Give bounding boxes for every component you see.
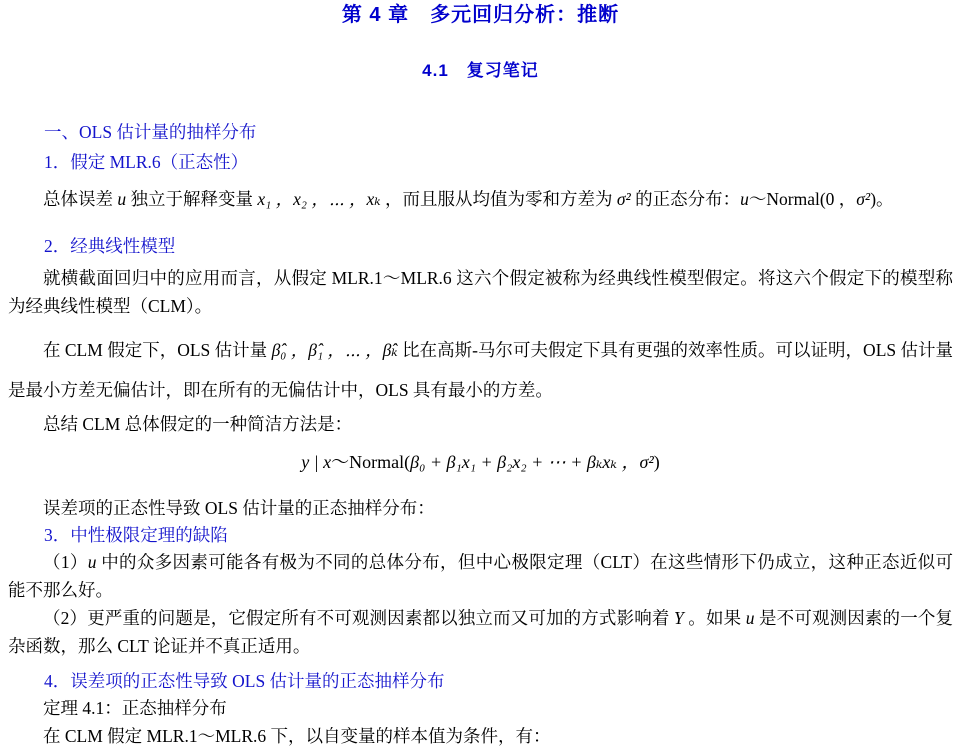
text-run: σ² xyxy=(616,189,631,209)
paragraph-theorem-41: 定理 4.1：正态抽样分布 xyxy=(43,698,227,718)
text-run: )。 xyxy=(870,189,894,209)
text-run: 独立于解释变量 xyxy=(126,189,258,209)
chapter-title: 第 4 章 多元回归分析：推断 xyxy=(341,4,620,26)
paragraph-clt-point-1 xyxy=(8,548,953,604)
paragraph-theorem-condition: 在 CLM 假定 MLR.1～MLR.6 下，以自变量的样本值为条件，有： xyxy=(43,726,551,746)
text-run: （1） xyxy=(43,552,88,572)
text-run: ～Normal(0 ， xyxy=(748,189,857,209)
text-run: 。如果 xyxy=(683,608,746,628)
heading-clt-drawbacks: 3．中性极限定理的缺陷 xyxy=(44,525,228,545)
paragraph-normality-leads: 误差项的正态性导致 OLS 估计量的正态抽样分布： xyxy=(43,498,435,518)
text-run: 在 CLM 假定下，OLS 估计量 xyxy=(43,340,272,360)
paragraph-ols-efficiency xyxy=(8,330,953,410)
text-run: ( xyxy=(404,452,411,472)
formula-clm xyxy=(8,447,953,477)
paragraph-clt-point-2 xyxy=(8,604,953,660)
paragraph-summary-intro: 总结 CLM 总体假定的一种简洁方法是： xyxy=(43,414,353,434)
text-run: σ² xyxy=(856,189,871,209)
text-run: β̂₀ ，β̂₁ ，⋯ ，β̂ₖ xyxy=(271,340,398,360)
text-run: u xyxy=(117,189,127,209)
paragraph-normality xyxy=(8,184,953,214)
text-run: 总体误差 xyxy=(43,189,118,209)
text-run: u xyxy=(740,189,749,209)
heading-assumption-mlr6: 1．假定 MLR.6（正态性） xyxy=(44,152,249,172)
heading-sampling-distribution: 一、OLS 估计量的抽样分布 xyxy=(44,122,257,142)
text-run: 是不可观测因素的一个复杂函数，那么 CLT 论证并不真正适用。 xyxy=(8,608,954,656)
text-run: 中的众多因素可能各有极为不同的总体分布，但中心极限定理（CLT）在这些情形下仍成立，这种正态近似可能不那么好。 xyxy=(8,552,954,600)
text-run: ～Normal xyxy=(331,452,405,472)
section-title: 4.1 复习笔记 xyxy=(422,61,539,80)
text-run: u xyxy=(87,552,97,572)
text-run: y | x xyxy=(301,452,332,472)
text-run: ) xyxy=(653,452,660,472)
text-run: ，而且服从均值为零和方差为 xyxy=(380,189,617,209)
heading-classical-linear-model: 2．经典线性模型 xyxy=(44,236,176,256)
text-run: 比在高斯-马尔可夫假定下具有更强的效率性质。可以证明，OLS 估计量是最小方差无偏估计，即在所有的无偏估计中，OLS 具有最小的方差。 xyxy=(8,340,954,400)
text-run: 的正态分布： xyxy=(630,189,741,209)
heading-normal-sampling: 4．误差项的正态性导致 OLS 估计量的正态抽样分布 xyxy=(44,671,445,691)
text-run: x₁ ，x₂ ，⋯ ，xₖ xyxy=(257,189,381,209)
paragraph-clm: 就横截面回归中的应用而言，从假定 MLR.1～MLR.6 这六个假定被称为经典线性模型假定。将这六个假定下的模型称为经典线性模型（CLM）。 xyxy=(8,268,953,316)
text-run: Y xyxy=(674,608,684,628)
text-run: u xyxy=(745,608,755,628)
text-run: （2）更严重的问题是，它假定所有不可观测因素都以独立而又可加的方式影响着 xyxy=(43,608,675,628)
text-run: β₀ + β₁x₁ + β₂x₂ + ⋯ + βₖxₖ ，σ² xyxy=(410,452,654,472)
